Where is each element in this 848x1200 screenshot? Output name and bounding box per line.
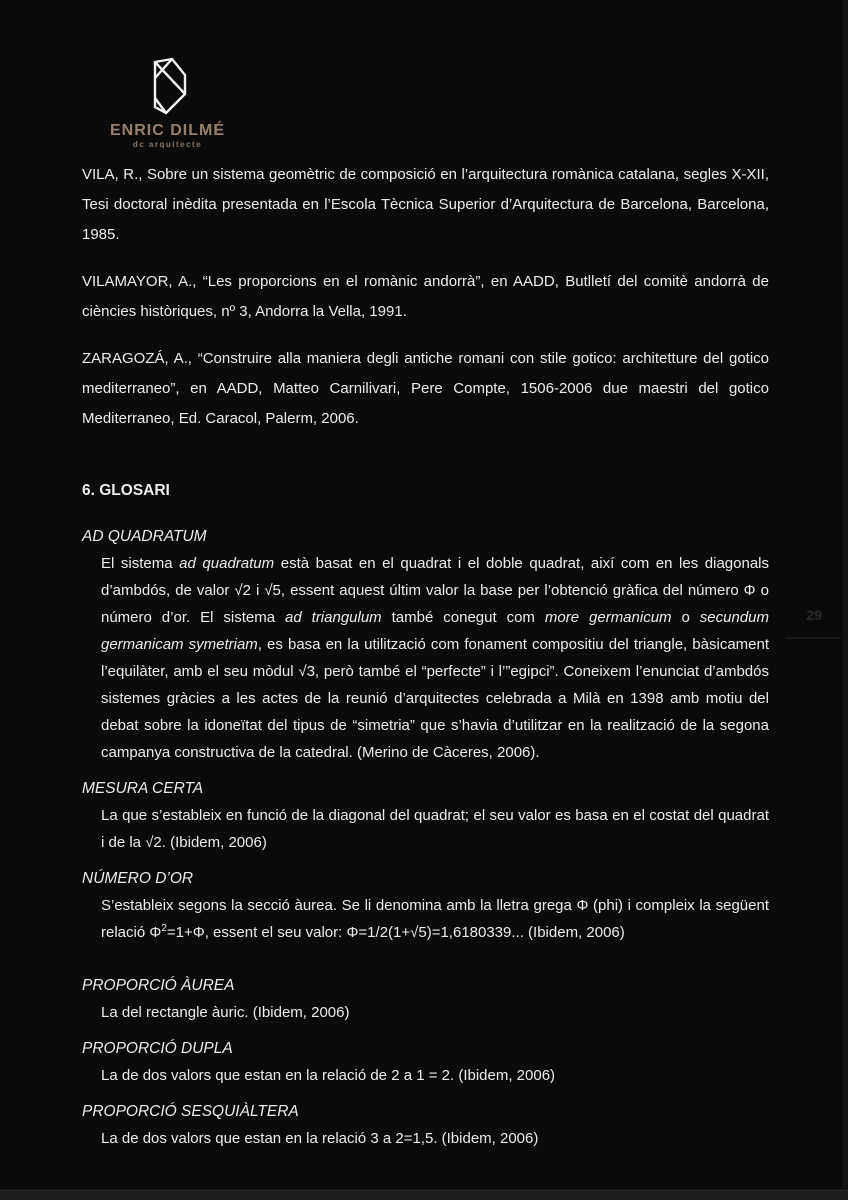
page-number: 29 <box>806 607 822 623</box>
glossary-definition-ad-quadratum: El sistema ad quadratum està basat en el quadrat i el doble quadrat, així com en les diagonals d’ambdós, de valor √2 i √5, essent aquest últim valor la base per l’obtenció gràfica del número Φ o número d’or. El sistema ad triangulum també conegut com more germanicum o secundum germanicam symetriam, es basa en la utilització com fonament compositiu del triangle, bàsicament l’equilàter, amb el seu mòdul √3, però també el “perfecte” i l’”egipci”. Coneixem l’enunciat d’ambdós sistemes gràcies a les actes de la reunió d’arquitectes celebrada a Milà en 1398 amb motiu del debat sobre la idoneïtat del tipus de “simetria” que s’havia d’utilitzar en la realització de la segona campanya constructiva de la catedral. (Merino de Càceres, 2006). <box>101 555 770 761</box>
glossary-definition-proporcio-sesquialtera: La de dos valors que estan en la relació 3 a 2=1,5. (Ibidem, 2006) <box>101 1130 539 1147</box>
brand-name: ENRIC DILMÉ <box>110 122 225 139</box>
bibliography-entry-vila: VILA, R., Sobre un sistema geomètric de composició en l’arquitectura romànica catalana, segles X-XII, Tesi doctoral inèdita presentada en l’Escola Tècnica Superior d’Arquitectura de Barcelona, Barcelona, 1985. <box>82 166 769 243</box>
bibliography-entry-vilamayor: VILAMAYOR, A., “Les proporcions en el romànic andorrà”, en AADD, Butlletí del comitè andorrà de ciències històriques, nº 3, Andorra la Vella, 1991. <box>82 273 769 320</box>
glossary-definition-proporcio-aurea: La del rectangle àuric. (Ibidem, 2006) <box>101 1004 350 1021</box>
glossary-term-proporcio-sesquialtera: PROPORCIÓ SESQUIÀLTERA <box>82 1103 299 1120</box>
glossary-heading: 6. GLOSARI <box>82 482 170 499</box>
glossary-term-mesura-certa: MESURA CERTA <box>82 780 204 797</box>
page-number-rule <box>786 637 848 639</box>
glossary-definition-numero-dor: S’estableix segons la secció àurea. Se li denomina amb la lletra grega Φ (phi) i compleix la següent relació $\Phi^2=1+\Phi$, essent el seu valor: Φ=1/2(1+√5)=1,6180339... (Ibidem, 2006) <box>101 897 769 941</box>
glossary-definition-proporcio-dupla: La de dos valors que estan en la relació de 2 a 1 = 2. (Ibidem, 2006) <box>101 1067 556 1084</box>
glossary-section <box>82 481 769 1152</box>
page-content <box>82 0 769 1152</box>
bibliography <box>82 160 769 434</box>
glossary-term-proporcio-aurea: PROPORCIÓ ÀUREA <box>82 977 235 994</box>
page-edge-bottom <box>0 1188 848 1200</box>
logo-block <box>110 56 225 150</box>
enric-dilme-logo-icon <box>148 56 188 118</box>
glossary-term-proporcio-dupla: PROPORCIÓ DUPLA <box>82 1040 233 1057</box>
glossary-definition-mesura-certa: La que s’estableix en funció de la diagonal del quadrat; el seu valor es basa en el costat del quadrat i de la √2. (Ibidem, 2006) <box>101 807 769 851</box>
glossary-term-numero-dor: NÚMERO D’OR <box>82 870 194 887</box>
bibliography-entry-zaragoza: ZARAGOZÁ, A., “Construire alla maniera degli antiche romani con stile gotico: architetture del gotico mediterraneo”, en AADD, Matteo Carnilivari, Pere Compte, 1506-2006 due maestri del gotico Mediterraneo, Ed. Caracol, Palerm, 2006. <box>82 350 769 427</box>
page-edge-right <box>841 0 848 1200</box>
brand-subtitle: dc arquitecte <box>132 140 203 149</box>
glossary-term-ad-quadratum: AD QUADRATUM <box>82 528 207 545</box>
